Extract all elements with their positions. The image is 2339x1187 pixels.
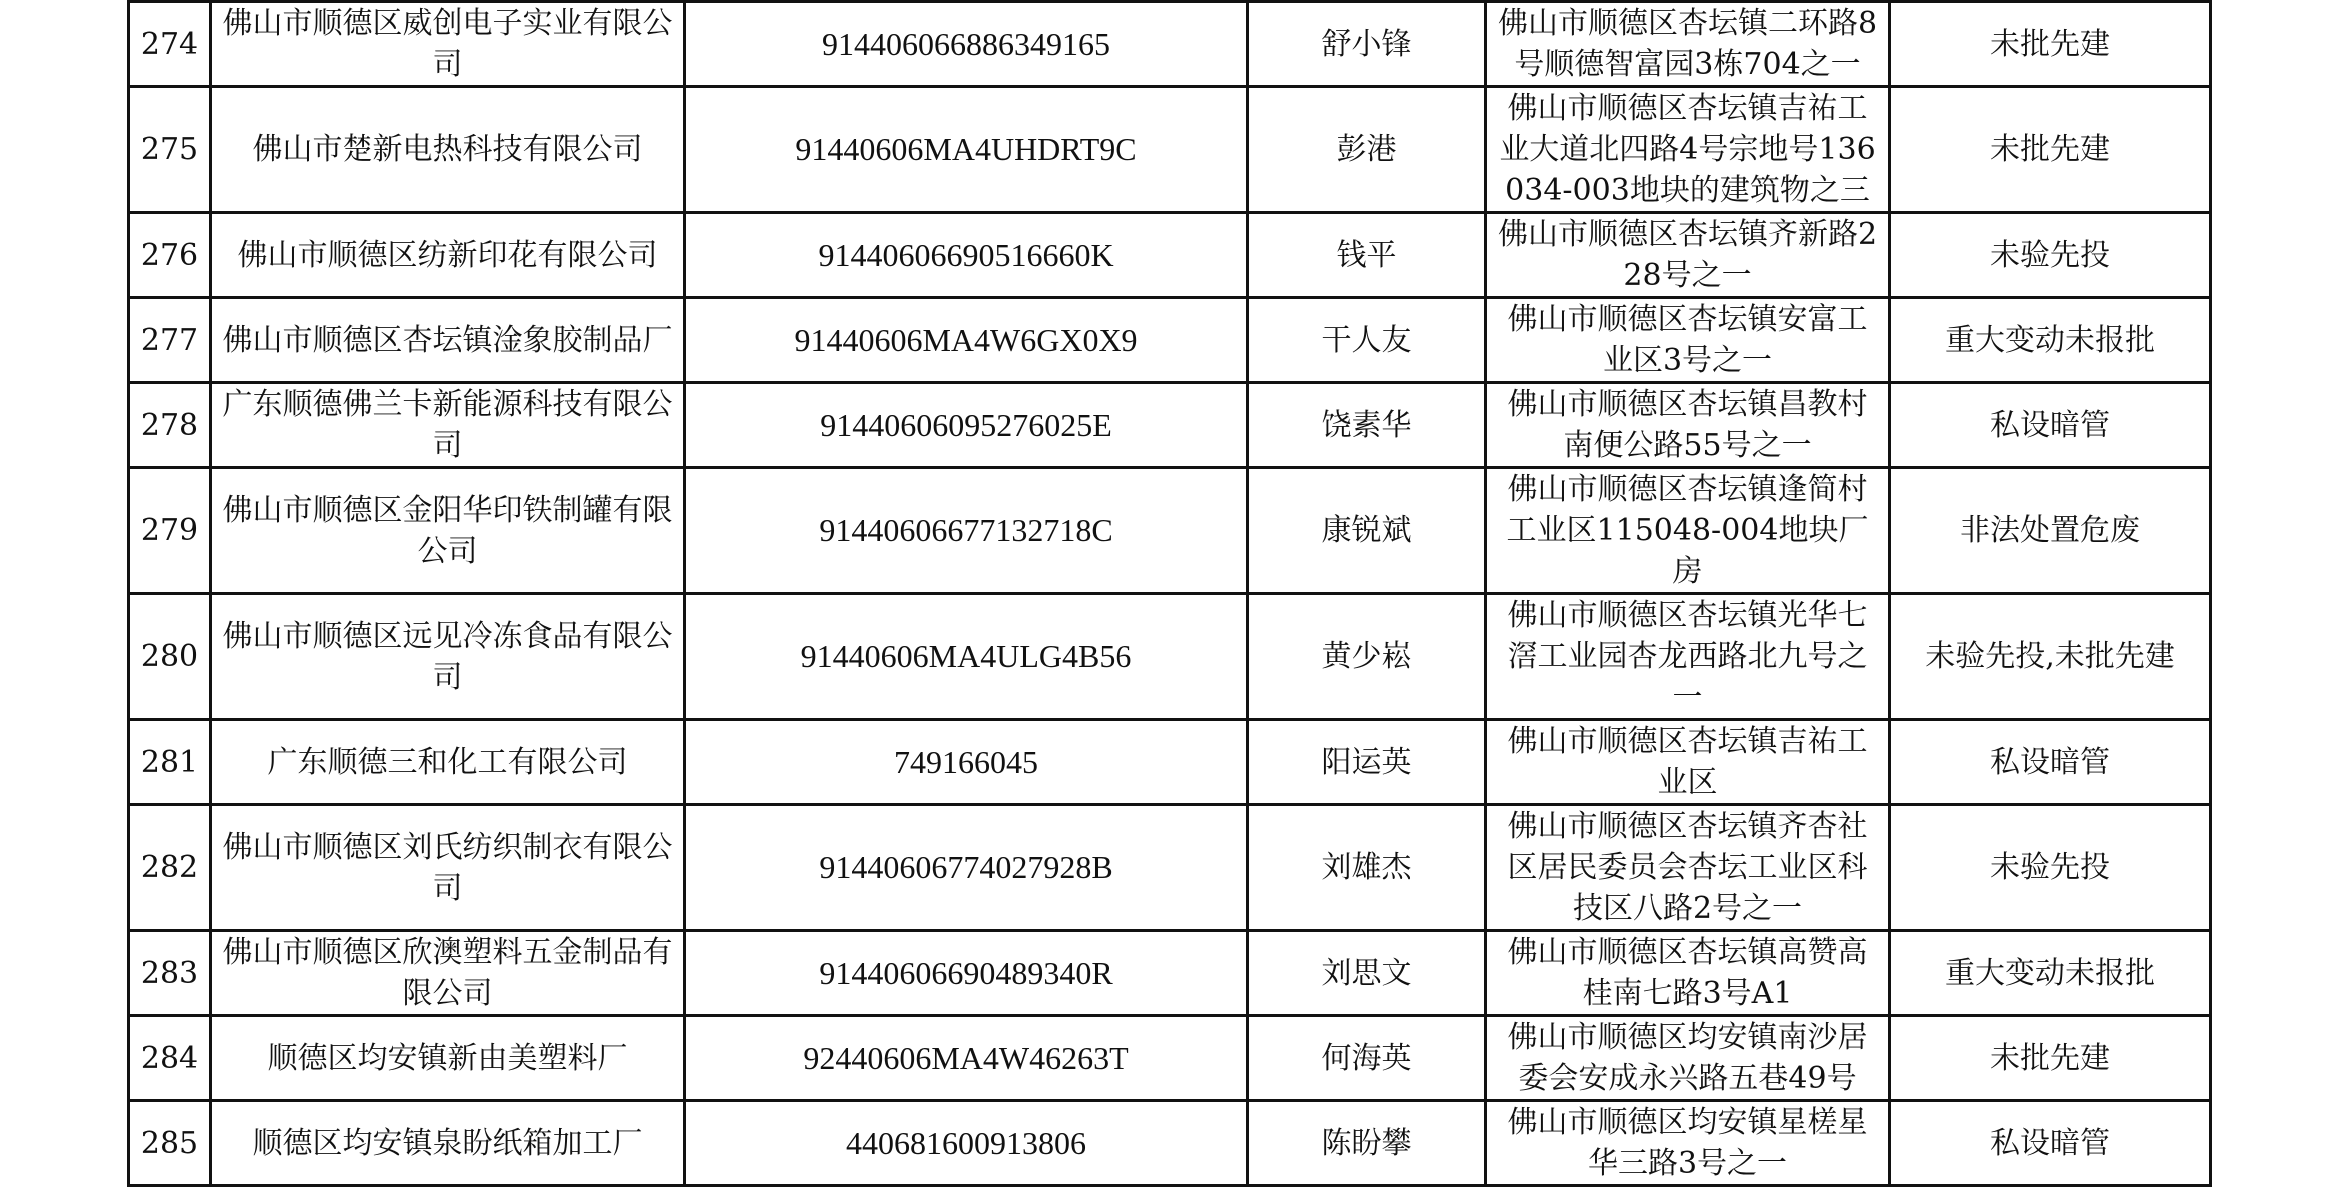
- credit-code: 91440606MA4W6GX0X9: [685, 298, 1248, 383]
- credit-code: 91440606690516660K: [685, 213, 1248, 298]
- row-number: 283: [129, 931, 211, 1016]
- row-number: 280: [129, 594, 211, 720]
- company-name: 佛山市顺德区杏坛镇淦象胶制品厂: [211, 298, 685, 383]
- violation-type: 未验先投: [1890, 805, 2211, 931]
- credit-code: 91440606MA4UHDRT9C: [685, 87, 1248, 213]
- address: 佛山市顺德区杏坛镇昌教村南便公路55号之一: [1486, 383, 1890, 468]
- table-row: [129, 383, 2211, 468]
- company-name: 佛山市顺德区刘氏纺织制衣有限公司: [211, 805, 685, 931]
- table-row: [129, 1016, 2211, 1101]
- row-number: 281: [129, 720, 211, 805]
- credit-code: 440681600913806: [685, 1101, 1248, 1186]
- address: 佛山市顺德区杏坛镇二环路8号顺德智富园3栋704之一: [1486, 2, 1890, 87]
- row-number: 285: [129, 1101, 211, 1186]
- credit-code: 91440606MA4ULG4B56: [685, 594, 1248, 720]
- row-number: 284: [129, 1016, 211, 1101]
- address: 佛山市顺德区杏坛镇吉祐工业区: [1486, 720, 1890, 805]
- row-number: 277: [129, 298, 211, 383]
- table-row: [129, 87, 2211, 213]
- violation-type: 重大变动未报批: [1890, 931, 2211, 1016]
- credit-code: 91440606690489340R: [685, 931, 1248, 1016]
- legal-person: 干人友: [1248, 298, 1486, 383]
- table-row: [129, 213, 2211, 298]
- credit-code: 91440606774027928B: [685, 805, 1248, 931]
- table-row: [129, 298, 2211, 383]
- credit-code: 92440606MA4W46263T: [685, 1016, 1248, 1101]
- company-name: 顺德区均安镇泉盼纸箱加工厂: [211, 1101, 685, 1186]
- address: 佛山市顺德区杏坛镇高赞高桂南七路3号A1: [1486, 931, 1890, 1016]
- credit-code: 91440606677132718C: [685, 468, 1248, 594]
- legal-person: 刘雄杰: [1248, 805, 1486, 931]
- address: 佛山市顺德区杏坛镇安富工业区3号之一: [1486, 298, 1890, 383]
- address: 佛山市顺德区均安镇星槎星华三路3号之一: [1486, 1101, 1890, 1186]
- row-number: 276: [129, 213, 211, 298]
- violation-type: 未验先投: [1890, 213, 2211, 298]
- company-name: 佛山市顺德区欣澳塑料五金制品有限公司: [211, 931, 685, 1016]
- violation-type: 私设暗管: [1890, 383, 2211, 468]
- row-number: 282: [129, 805, 211, 931]
- address: 佛山市顺德区杏坛镇齐杏社区居民委员会杏坛工业区科技区八路2号之一: [1486, 805, 1890, 931]
- legal-person: 陈盼攀: [1248, 1101, 1486, 1186]
- violation-type: 未验先投,未批先建: [1890, 594, 2211, 720]
- company-name: 佛山市楚新电热科技有限公司: [211, 87, 685, 213]
- row-number: 275: [129, 87, 211, 213]
- address: 佛山市顺德区杏坛镇逢简村工业区115048-004地块厂房: [1486, 468, 1890, 594]
- legal-person: 黄少崧: [1248, 594, 1486, 720]
- address: 佛山市顺德区杏坛镇吉祐工业大道北四路4号宗地号136034-003地块的建筑物之三: [1486, 87, 1890, 213]
- company-name: 佛山市顺德区远见冷冻食品有限公司: [211, 594, 685, 720]
- enterprise-table: [127, 0, 2212, 1187]
- table-row: [129, 805, 2211, 931]
- legal-person: 何海英: [1248, 1016, 1486, 1101]
- violation-type: 非法处置危废: [1890, 468, 2211, 594]
- company-name: 佛山市顺德区威创电子实业有限公司: [211, 2, 685, 87]
- legal-person: 钱平: [1248, 213, 1486, 298]
- row-number: 279: [129, 468, 211, 594]
- credit-code: 91440606095276025E: [685, 383, 1248, 468]
- legal-person: 舒小锋: [1248, 2, 1486, 87]
- company-name: 广东顺德佛兰卡新能源科技有限公司: [211, 383, 685, 468]
- row-number: 278: [129, 383, 211, 468]
- credit-code: 749166045: [685, 720, 1248, 805]
- row-number: 274: [129, 2, 211, 87]
- company-name: 佛山市顺德区纺新印花有限公司: [211, 213, 685, 298]
- violation-type: 未批先建: [1890, 2, 2211, 87]
- table-row: [129, 468, 2211, 594]
- legal-person: 阳运英: [1248, 720, 1486, 805]
- legal-person: 饶素华: [1248, 383, 1486, 468]
- violation-type: 未批先建: [1890, 87, 2211, 213]
- violation-type: 重大变动未报批: [1890, 298, 2211, 383]
- legal-person: 康锐斌: [1248, 468, 1486, 594]
- violation-type: 私设暗管: [1890, 720, 2211, 805]
- violation-type: 私设暗管: [1890, 1101, 2211, 1186]
- company-name: 顺德区均安镇新由美塑料厂: [211, 1016, 685, 1101]
- legal-person: 彭港: [1248, 87, 1486, 213]
- address: 佛山市顺德区均安镇南沙居委会安成永兴路五巷49号: [1486, 1016, 1890, 1101]
- table-row: [129, 1101, 2211, 1186]
- credit-code: 914406066886349165: [685, 2, 1248, 87]
- address: 佛山市顺德区杏坛镇齐新路228号之一: [1486, 213, 1890, 298]
- table-row: [129, 2, 2211, 87]
- table-row: [129, 594, 2211, 720]
- violation-type: 未批先建: [1890, 1016, 2211, 1101]
- company-name: 佛山市顺德区金阳华印铁制罐有限公司: [211, 468, 685, 594]
- table-row: [129, 720, 2211, 805]
- company-name: 广东顺德三和化工有限公司: [211, 720, 685, 805]
- address: 佛山市顺德区杏坛镇光华七滘工业园杏龙西路北九号之一: [1486, 594, 1890, 720]
- table-row: [129, 931, 2211, 1016]
- legal-person: 刘思文: [1248, 931, 1486, 1016]
